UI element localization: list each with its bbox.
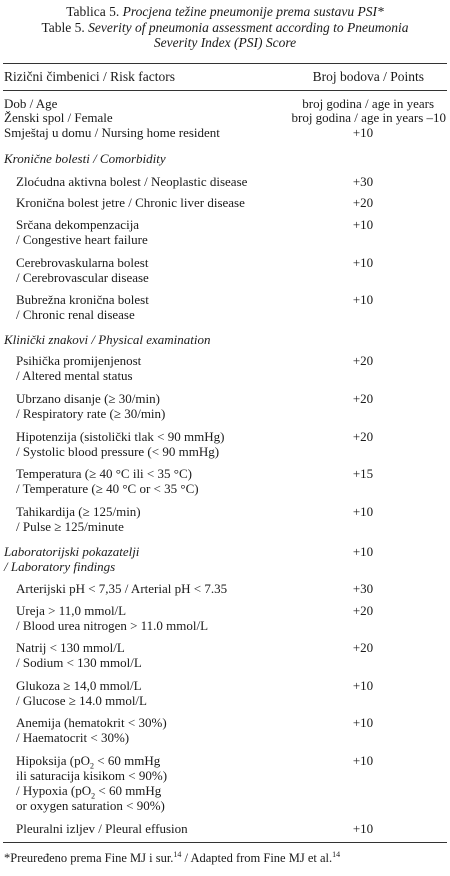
footnote-ref: 14 bbox=[173, 849, 182, 859]
hypoxia-text-a: / Hypoxia (pO bbox=[16, 783, 92, 798]
hypoxia-text-a: Hipoksija (pO bbox=[16, 753, 91, 768]
row-temp-label-en: / Temperature (≥ 40 °C or < 35 °C) bbox=[16, 481, 199, 496]
hypoxia-text-c: < 60 mmHg bbox=[94, 753, 161, 768]
table-top-rule bbox=[3, 63, 447, 64]
hypoxia-text-c: < 60 mmHg bbox=[95, 783, 162, 798]
section-laboratory-hr: Laboratorijski pokazatelji bbox=[4, 544, 140, 559]
caption-prefix: Table 5. bbox=[41, 20, 85, 35]
row-hypot-label-hr: Hipotenzija (sistolički tlak < 90 mmHg) bbox=[16, 429, 225, 444]
row-urea-label-en: / Blood urea nitrogen > 11.0 mmol/L bbox=[16, 618, 209, 633]
row-urea-label-hr: Ureja > 11,0 mmol/L bbox=[16, 603, 127, 618]
hypoxia-subscript: 2 bbox=[91, 791, 96, 801]
row-age-points: broj godina / age in years bbox=[302, 96, 434, 111]
row-sodium-label-en: / Sodium < 130 mmol/L bbox=[16, 655, 142, 670]
row-mental-label-en: / Altered mental status bbox=[16, 368, 133, 383]
row-tachy-label-en: / Pulse ≥ 125/minute bbox=[16, 519, 124, 534]
header-risk-factors: Rizični čimbenici / Risk factors bbox=[4, 69, 175, 84]
header-points: Broj bodova / Points bbox=[312, 69, 424, 84]
row-chf-points: +10 bbox=[352, 217, 374, 232]
row-ph-points: +30 bbox=[352, 581, 374, 596]
row-nursing-label: Smještaj u domu / Nursing home resident bbox=[4, 125, 220, 140]
row-anemia-label-hr: Anemija (hematokrit < 30%) bbox=[16, 715, 167, 730]
caption-title-line1: Severity of pneumonia assessment according to Pneumonia bbox=[88, 20, 409, 35]
table-caption-english bbox=[4, 20, 446, 50]
row-resp-label-en: / Respiratory rate (≥ 30/min) bbox=[16, 406, 166, 421]
row-hypoxia-label-line2: ili saturacija kisikom < 90%) bbox=[16, 768, 168, 783]
header-rule bbox=[3, 90, 447, 91]
caption-prefix: Tablica 5. bbox=[66, 4, 120, 19]
row-resp-points: +20 bbox=[352, 391, 374, 406]
row-temp-points: +15 bbox=[352, 466, 374, 481]
footnote-en: Adapted from Fine MJ et al. bbox=[190, 851, 333, 865]
section-laboratory-points: +10 bbox=[352, 544, 374, 559]
hypoxia-subscript: 2 bbox=[90, 761, 95, 771]
row-hypot-points: +20 bbox=[352, 429, 374, 444]
row-liver-points: +20 bbox=[352, 195, 374, 210]
row-anemia-points: +10 bbox=[352, 715, 374, 730]
row-hypot-label-en: / Systolic blood pressure (< 90 mmHg) bbox=[16, 444, 220, 459]
row-cvd-points: +10 bbox=[352, 255, 374, 270]
row-female-points: broj godina / age in years –10 bbox=[291, 110, 446, 125]
row-hypoxia-label-line1 bbox=[16, 753, 161, 771]
row-effusion-label: Pleuralni izljev / Pleural effusion bbox=[16, 821, 188, 836]
row-hypoxia-label-line4: or oxygen saturation < 90%) bbox=[16, 798, 165, 813]
row-resp-label-hr: Ubrzano disanje (≥ 30/min) bbox=[16, 391, 160, 406]
row-anemia-label-en: / Haematocrit < 30%) bbox=[16, 730, 130, 745]
row-hypoxia-points: +10 bbox=[352, 753, 374, 768]
row-glucose-points: +10 bbox=[352, 678, 374, 693]
table-bottom-rule bbox=[3, 842, 447, 843]
caption-title: Procjena težine pneumonije prema sustavu PSI* bbox=[122, 4, 384, 19]
row-neoplastic-points: +30 bbox=[352, 174, 374, 189]
row-mental-label-hr: Psihička promijenjenost bbox=[16, 353, 142, 368]
row-nursing-points: +10 bbox=[352, 125, 374, 140]
table-footnote bbox=[4, 851, 340, 865]
row-effusion-points: +10 bbox=[352, 821, 374, 836]
caption-title-line2: Severity Index (PSI) Score bbox=[153, 35, 297, 50]
row-tachy-points: +10 bbox=[352, 504, 374, 519]
table-caption-croatian bbox=[0, 4, 450, 19]
footnote-ref: 14 bbox=[332, 849, 341, 859]
section-physical-examination: Klinički znakovi / Physical examination bbox=[4, 332, 211, 347]
row-sodium-label-hr: Natrij < 130 mmol/L bbox=[16, 640, 125, 655]
row-neoplastic-label: Zloćudna aktivna bolest / Neoplastic disease bbox=[16, 174, 248, 189]
footnote-hr: *Preuređeno prema Fine MJ i sur. bbox=[4, 851, 174, 865]
footnote-separator: / bbox=[181, 851, 191, 865]
row-ph-label: Arterijski pH < 7,35 / Arterial pH < 7.35 bbox=[16, 581, 228, 596]
row-glucose-label-en: / Glucose ≥ 14.0 mmol/L bbox=[16, 693, 147, 708]
row-age-label: Dob / Age bbox=[4, 96, 58, 111]
row-cvd-label-hr: Cerebrovaskularna bolest bbox=[16, 255, 149, 270]
row-tachy-label-hr: Tahikardija (≥ 125/min) bbox=[16, 504, 141, 519]
row-hypoxia-label-line3 bbox=[16, 783, 162, 801]
row-sodium-points: +20 bbox=[352, 640, 374, 655]
row-chf-label-hr: Srčana dekompenzacija bbox=[16, 217, 140, 232]
row-cvd-label-en: / Cerebrovascular disease bbox=[16, 270, 149, 285]
row-female-label: Ženski spol / Female bbox=[4, 110, 113, 125]
row-chf-label-en: / Congestive heart failure bbox=[16, 232, 148, 247]
section-laboratory-en: / Laboratory findings bbox=[4, 559, 116, 574]
row-renal-label-hr: Bubrežna kronična bolest bbox=[16, 292, 149, 307]
section-comorbidity: Kronične bolesti / Comorbidity bbox=[4, 151, 166, 166]
row-temp-label-hr: Temperatura (≥ 40 °C ili < 35 °C) bbox=[16, 466, 192, 481]
row-glucose-label-hr: Glukoza ≥ 14,0 mmol/L bbox=[16, 678, 142, 693]
row-mental-points: +20 bbox=[352, 353, 374, 368]
row-renal-label-en: / Chronic renal disease bbox=[16, 307, 135, 322]
row-renal-points: +10 bbox=[352, 292, 374, 307]
row-liver-label: Kronična bolest jetre / Chronic liver disease bbox=[16, 195, 245, 210]
row-urea-points: +20 bbox=[352, 603, 374, 618]
